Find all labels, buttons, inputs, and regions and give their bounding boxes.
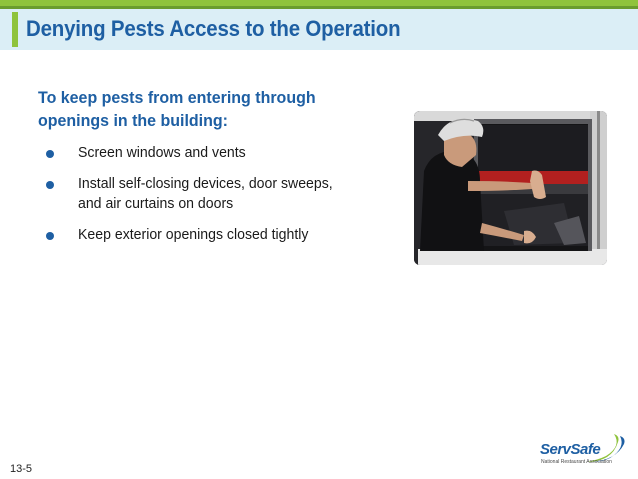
bullet-text: Screen windows and vents [78, 144, 246, 161]
slide-title: Denying Pests Access to the Operation [26, 16, 401, 41]
bullet-dot-icon [46, 181, 54, 189]
bullet-item [38, 174, 378, 214]
logo-subtitle: National Restaurant Association [541, 459, 612, 465]
bullet-dot-icon [46, 150, 54, 158]
bullet-dot-icon [46, 232, 54, 240]
worker-closing-window-photo [414, 111, 607, 265]
bullet-list [38, 143, 378, 256]
title-bar [0, 9, 638, 50]
title-accent-bar [12, 12, 18, 47]
logo-name: ServSafe [540, 441, 601, 458]
bullet-item [38, 225, 378, 245]
subheading: To keep pests from entering through openings in the building: [38, 88, 316, 130]
bullet-text: Keep exterior openings closed tightly [78, 226, 309, 243]
photo-illustration [414, 111, 607, 265]
servsafe-logo [540, 432, 628, 468]
page-number: 13-5 [10, 463, 33, 475]
bullet-text: Install self-closing devices, door sweeps, and air curtains on doors [78, 175, 333, 212]
bullet-item [38, 143, 378, 163]
